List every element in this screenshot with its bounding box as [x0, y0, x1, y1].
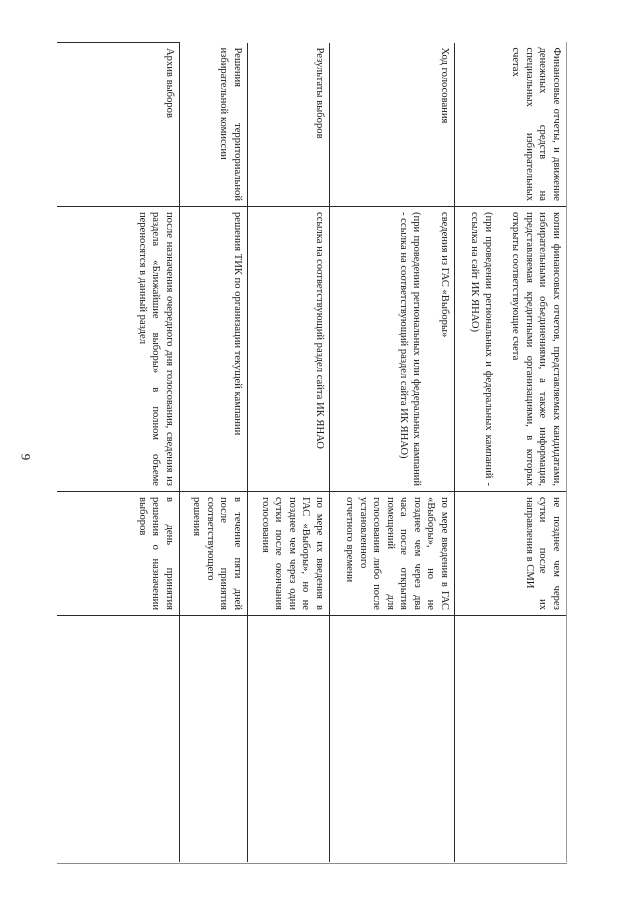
content-text: ссылка на соответствующий раздел сайта ИК ЯНАО — [314, 212, 325, 449]
section-text: Архив выборов — [164, 48, 175, 118]
publication-table — [57, 42, 567, 862]
table-row — [248, 43, 330, 863]
section-text: Ход голосования — [439, 47, 450, 124]
table-row — [180, 43, 248, 863]
deadline-text: в течение пяти дней после принятия соответствующего решения — [191, 497, 243, 610]
content-cell — [57, 207, 180, 492]
section-text: Финансовые отчеты, и движение денежных средств на специальных избирательных счетах — [510, 47, 562, 201]
section-cell — [57, 43, 180, 207]
content-text: после назначения очередного дня голосования, сведения из раздела «Ближайшие выборы» в полном объеме переносятся в данный раздел — [136, 212, 175, 486]
rotated-table-frame — [57, 42, 567, 862]
content-note: (при проведении региональных или федеральных кампаний - ссылка на соответствующий раздел сайта ИК ЯНАО) — [397, 212, 423, 486]
content-cell — [330, 207, 455, 492]
content-cell — [248, 207, 330, 492]
rotated-table — [57, 42, 567, 862]
section-cell — [180, 43, 248, 207]
empty-cell — [455, 616, 567, 863]
table-row — [330, 43, 455, 863]
page-edge-line — [566, 42, 567, 862]
content-text: сведения из ГАС «Выборы» — [439, 212, 450, 338]
deadline-cell — [180, 492, 248, 616]
section-cell — [330, 43, 455, 207]
section-text: Решения территориальной избирательной комиссии — [218, 47, 243, 201]
deadline-cell — [455, 492, 567, 616]
section-cell — [248, 43, 330, 207]
empty-cell — [57, 616, 180, 863]
content-cell — [455, 207, 567, 492]
deadline-text: не позднее чем через сутки после их направления в СМИ — [523, 497, 562, 610]
deadline-cell — [248, 492, 330, 616]
deadline-cell — [330, 492, 455, 616]
deadline-text: в день принятия решения о назначении выборов — [136, 497, 175, 610]
empty-cell — [180, 616, 248, 863]
table-bottom-line — [57, 863, 567, 864]
section-text: Результаты выборов — [314, 47, 325, 139]
content-cell — [180, 207, 248, 492]
table-row — [57, 43, 180, 863]
empty-cell — [248, 616, 330, 863]
content-text: решения ТИК по организации текущей кампании — [232, 212, 243, 436]
empty-cell — [330, 616, 455, 863]
page-number: 9 — [18, 453, 34, 461]
deadline-text: по мере их введения в ГАС «Выборы», но не позднее чем через одни сутки после окончания голосования — [259, 497, 325, 610]
content-note: (при проведении региональных и федеральных кампаний - ссылка на сайт ИК ЯНАО) — [469, 212, 494, 486]
deadline-text: по мере введения в ГАС «Выборы», но не позднее чем через два часа после открытия помещений для голосования либо после установленного отчетного времени — [344, 497, 450, 610]
section-cell — [455, 43, 567, 207]
content-text: копии финансовых отчетов, представляемых кандидатами, избирательными объединениями, а также информация, представляемая кредитными организациями, в которых открыты соответствующие счета — [510, 212, 562, 486]
table-row — [455, 43, 567, 863]
deadline-cell — [57, 492, 180, 616]
